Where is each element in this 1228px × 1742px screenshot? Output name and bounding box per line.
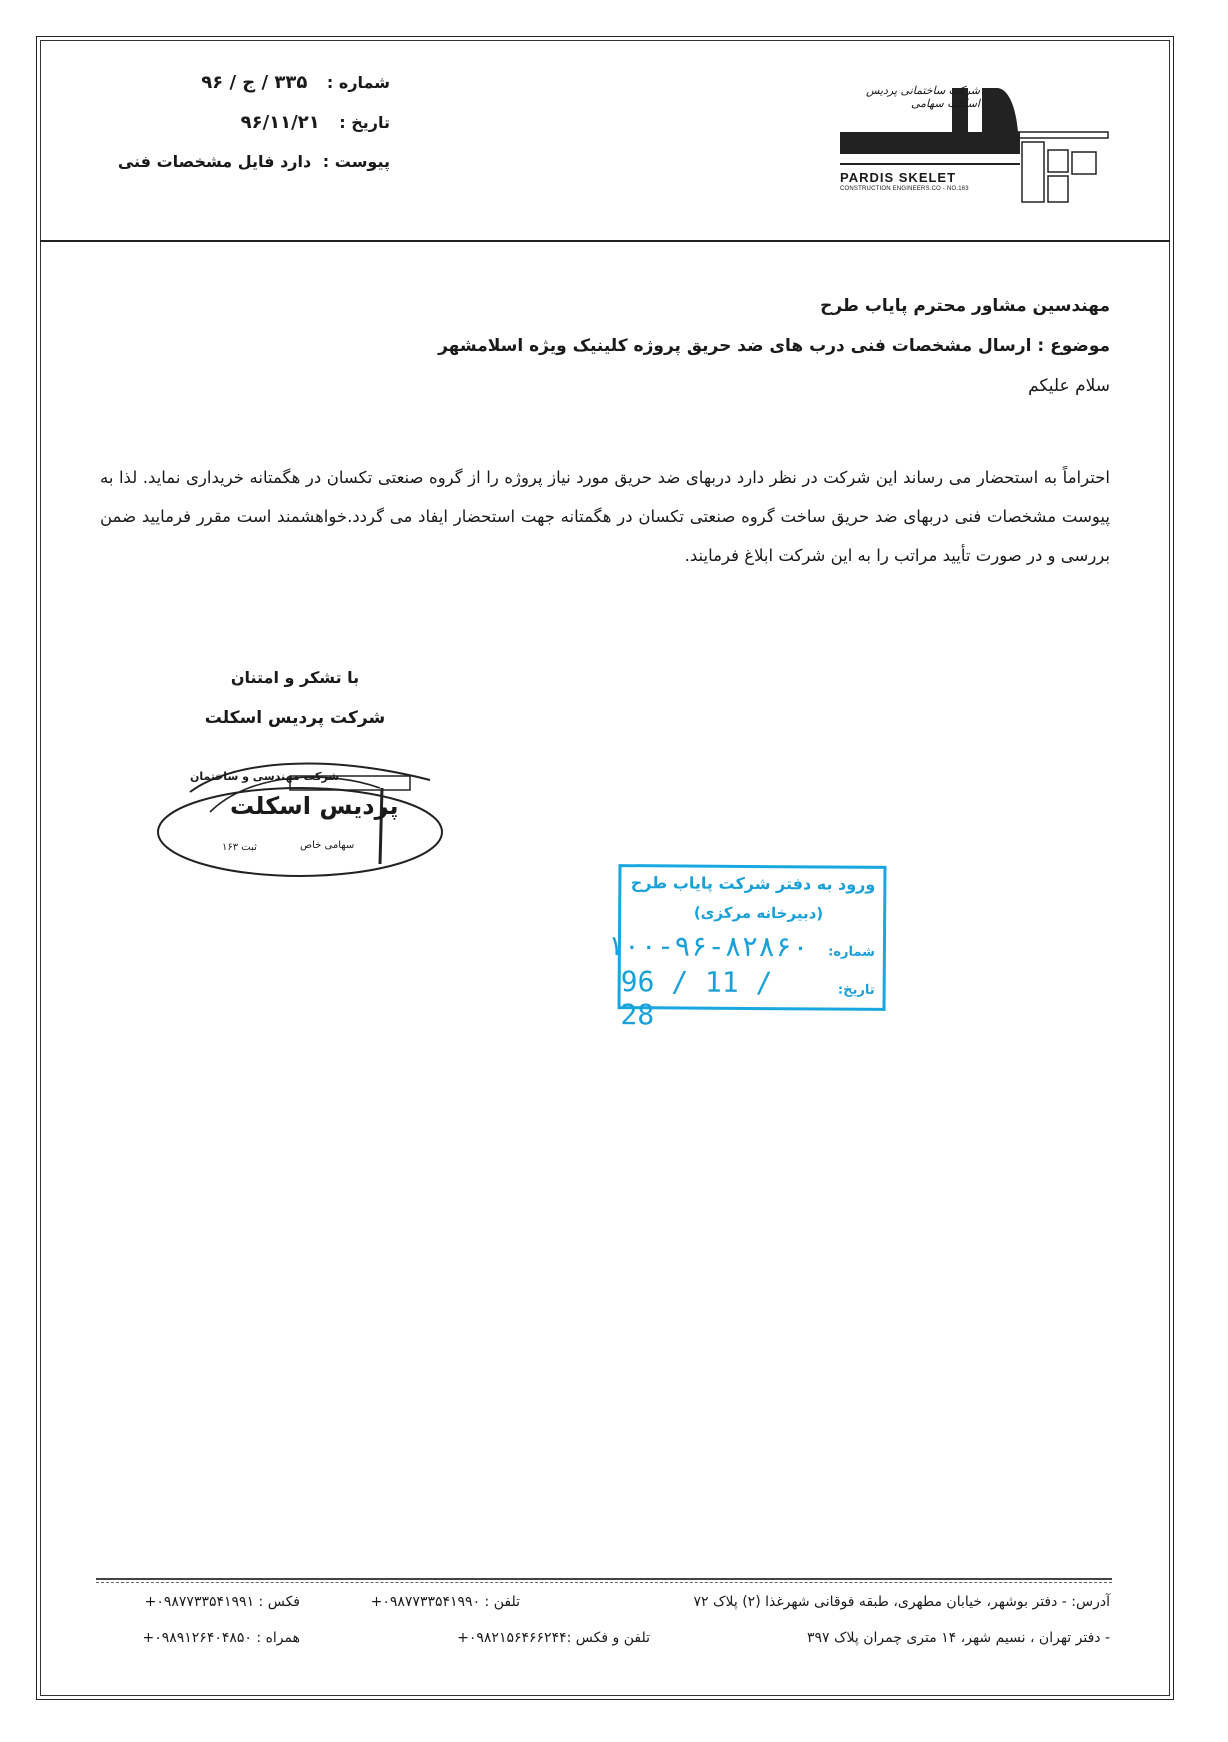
footer-row-bushehr [100,1594,1110,1610]
letter-paragraph: احتراماً به استحضار می رساند این شرکت در نظر دارد دربهای ضد حریق مورد نیاز پروژه را از گروه صنعتی تکسان در هگمتانه خریداری نماید. لذا به پیوست مشخصات فنی دربهای ضد حریق ساخت گروه صنعتی تکسان در هگمتانه جهت استحضار ایفاد می گردد.خواهشمند است مقرر فرمایید ضمن بررسی و در صورت تأیید مراتب را به این شرکت ابلاغ فرمایند. [100,468,1110,565]
number-value: ۳۳۵ / ج / ۹۶ [201,72,308,93]
logo-name-en: PARDIS SKELET [840,170,957,185]
letter-meta [100,72,390,192]
receipt-number-value: ۱۰۰-۹۶-۸۲۸۶۰ [606,928,810,964]
footer-fax-bushehr: فکس : ۰۹۸۷۷۳۳۵۴۱۹۹۱+ [144,1594,300,1610]
receipt-number-label: شماره: [828,944,875,960]
receipt-stamp [606,864,886,1032]
letter-number-row [100,72,390,112]
date-value: ۹۶/۱۱/۲۱ [240,112,320,133]
receipt-subtitle: (دبیرخانه مرکزی) [693,903,824,923]
attachment-label: پیوست : [322,152,390,171]
footer-mobile: همراه : ۰۹۸۹۱۲۶۴۰۴۸۵۰+ [142,1630,300,1646]
footer-rule [96,1578,1112,1580]
seal-line1: شرکت مهندسی و ساختمان [190,770,340,783]
header-divider [40,240,1170,242]
footer-address-bushehr: آدرس: - دفتر بوشهر، خیابان مطهری، طبقه فوقانی شهرغذا (۲) پلاک ۷۲ [693,1594,1110,1610]
seal-line4: ثبت ۱۶۳ [222,842,257,853]
date-label: تاریخ : [339,113,390,132]
company-seal-signature [150,752,450,882]
subject-line: موضوع : ارسال مشخصات فنی درب های ضد حریق پروژه کلینیک ویژه اسلامشهر [438,336,1110,356]
footer-address-tehran: - دفتر تهران ، نسیم شهر، ۱۴ متری چمران پلاک ۳۹۷ [807,1630,1110,1646]
logo-sub-en: CONSTRUCTION ENGINEERS.CO - NO.163 [840,186,969,192]
number-label: شماره : [326,73,390,92]
addressee: مهندسین مشاور محترم پایاب طرح [820,296,1110,316]
letter-date-row [100,112,390,152]
receipt-title: ورود به دفتر شرکت پایاب طرح [630,873,876,894]
seal-line2: پردیس اسکلت [230,792,399,820]
signer-company: شرکت پردیس اسکلت [204,708,386,728]
greeting: سلام علیکم [1028,376,1110,396]
closing-line: با تشکر و امتنان [230,668,360,687]
letter-attachment-row [100,152,390,192]
seal-line3: سهامی خاص [300,840,355,851]
logo-tagline: شرکت ساختمانی پردیس اسکلت سهامی [865,84,980,110]
company-logo [840,80,1110,210]
attachment-value: دارد فایل مشخصات فنی [117,152,312,171]
receipt-date-value: 96 / 11 / 28 [620,965,773,1032]
footer-phone-bushehr: تلفن : ۰۹۸۷۷۳۳۵۴۱۹۹۰+ [370,1594,520,1610]
receipt-date-label: تاریخ: [837,982,875,998]
footer-rule-dashed [96,1582,1112,1583]
footer-row-tehran [100,1630,1110,1646]
footer-phone-tehran: تلفن و فکس :۰۹۸۲۱۵۶۴۶۶۲۴۴+ [457,1630,650,1646]
